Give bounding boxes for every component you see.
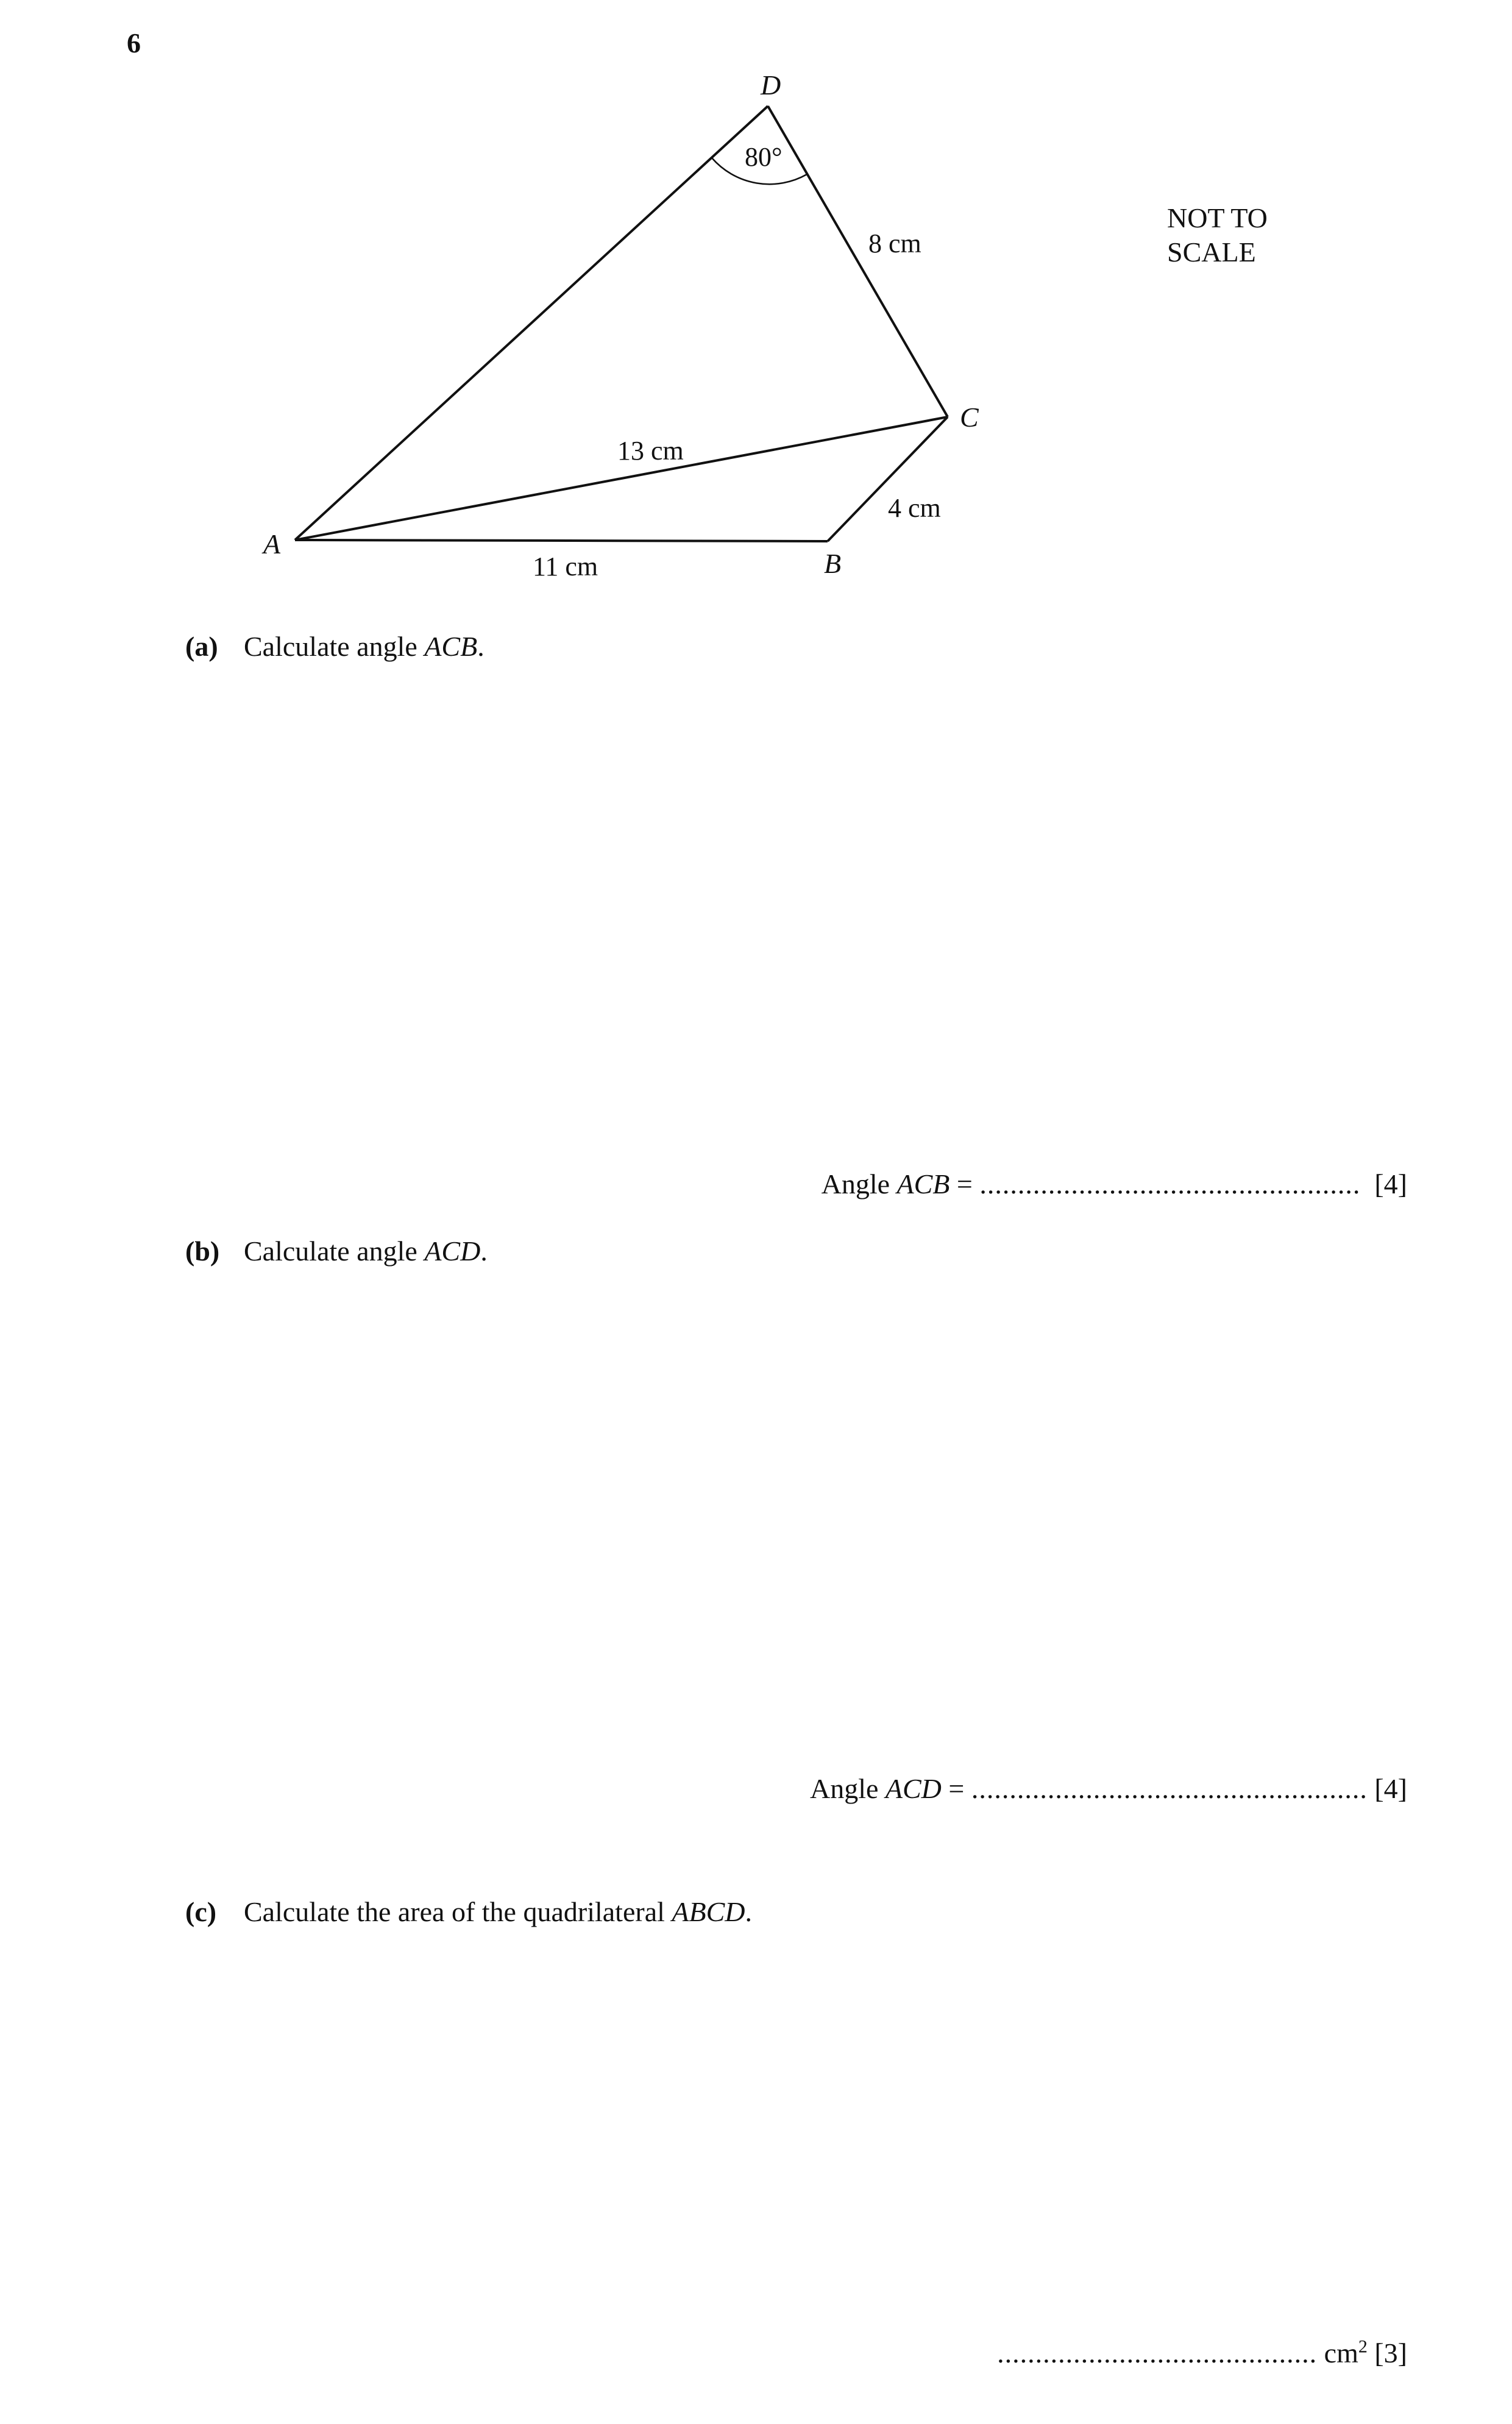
- part-a-answer-line[interactable]: [822, 1170, 1407, 1198]
- side-AC-label: 13 cm: [617, 436, 684, 466]
- angle-D-label: 80°: [745, 142, 783, 172]
- part-a-answer-variable: ACB: [896, 1168, 950, 1200]
- part-c-question: [185, 1898, 752, 1926]
- part-a-text-end: .: [477, 631, 484, 662]
- part-c-answer-unit-superscript: 2: [1358, 2336, 1368, 2357]
- edge-DC: [768, 106, 948, 417]
- vertex-label-D: D: [761, 69, 781, 101]
- question-number: 6: [127, 27, 141, 59]
- part-b-variable: ACD: [424, 1235, 481, 1267]
- edge-AB: [295, 540, 828, 541]
- part-c-label: (c): [185, 1896, 217, 1927]
- side-BC-label: 4 cm: [888, 493, 941, 523]
- part-b-answer-equals: =: [941, 1773, 971, 1804]
- part-c-marks: [3]: [1374, 2337, 1407, 2369]
- part-b-marks: [4]: [1374, 1773, 1407, 1804]
- part-a-label: (a): [185, 631, 218, 662]
- note-line-2: SCALE: [1167, 236, 1256, 268]
- part-c-text: Calculate the area of the quadrilateral: [244, 1896, 672, 1927]
- part-a-answer-equals: =: [949, 1168, 980, 1200]
- vertex-label-A: A: [263, 528, 281, 560]
- part-b-question: [185, 1237, 488, 1265]
- part-b-answer-prefix: Angle: [809, 1773, 886, 1804]
- part-c-answer-line[interactable]: [997, 2336, 1407, 2369]
- part-c-text-end: .: [745, 1896, 753, 1927]
- edge-AD: [295, 106, 768, 540]
- quadrilateral-diagram: [0, 0, 1512, 610]
- part-b-answer-dots[interactable]: ....................................................: [971, 1773, 1368, 1804]
- part-b-answer-variable: ACD: [885, 1773, 942, 1804]
- part-c-variable: ABCD: [672, 1896, 745, 1927]
- vertex-label-C: C: [960, 402, 979, 433]
- side-DC-label: 8 cm: [868, 229, 921, 258]
- part-a-answer-prefix: Angle: [821, 1168, 897, 1200]
- side-AB-label: 11 cm: [533, 552, 598, 581]
- part-b-text-end: .: [480, 1235, 488, 1267]
- vertex-label-B: B: [824, 548, 842, 579]
- part-a-text: Calculate angle: [244, 631, 425, 662]
- part-b-answer-line[interactable]: [810, 1775, 1407, 1803]
- part-a-question: [185, 633, 484, 661]
- part-a-marks: [4]: [1374, 1168, 1407, 1200]
- part-c-answer-unit: cm: [1324, 2337, 1358, 2369]
- part-b-label: (b): [185, 1235, 220, 1267]
- note-line-1: NOT TO: [1167, 202, 1268, 233]
- part-b-text: Calculate angle: [244, 1235, 425, 1267]
- not-to-scale-note: [1167, 201, 1268, 269]
- part-a-answer-dots[interactable]: ..................................................: [979, 1168, 1361, 1200]
- part-a-variable: ACB: [424, 631, 478, 662]
- part-c-answer-dots[interactable]: ..........................................: [997, 2337, 1318, 2369]
